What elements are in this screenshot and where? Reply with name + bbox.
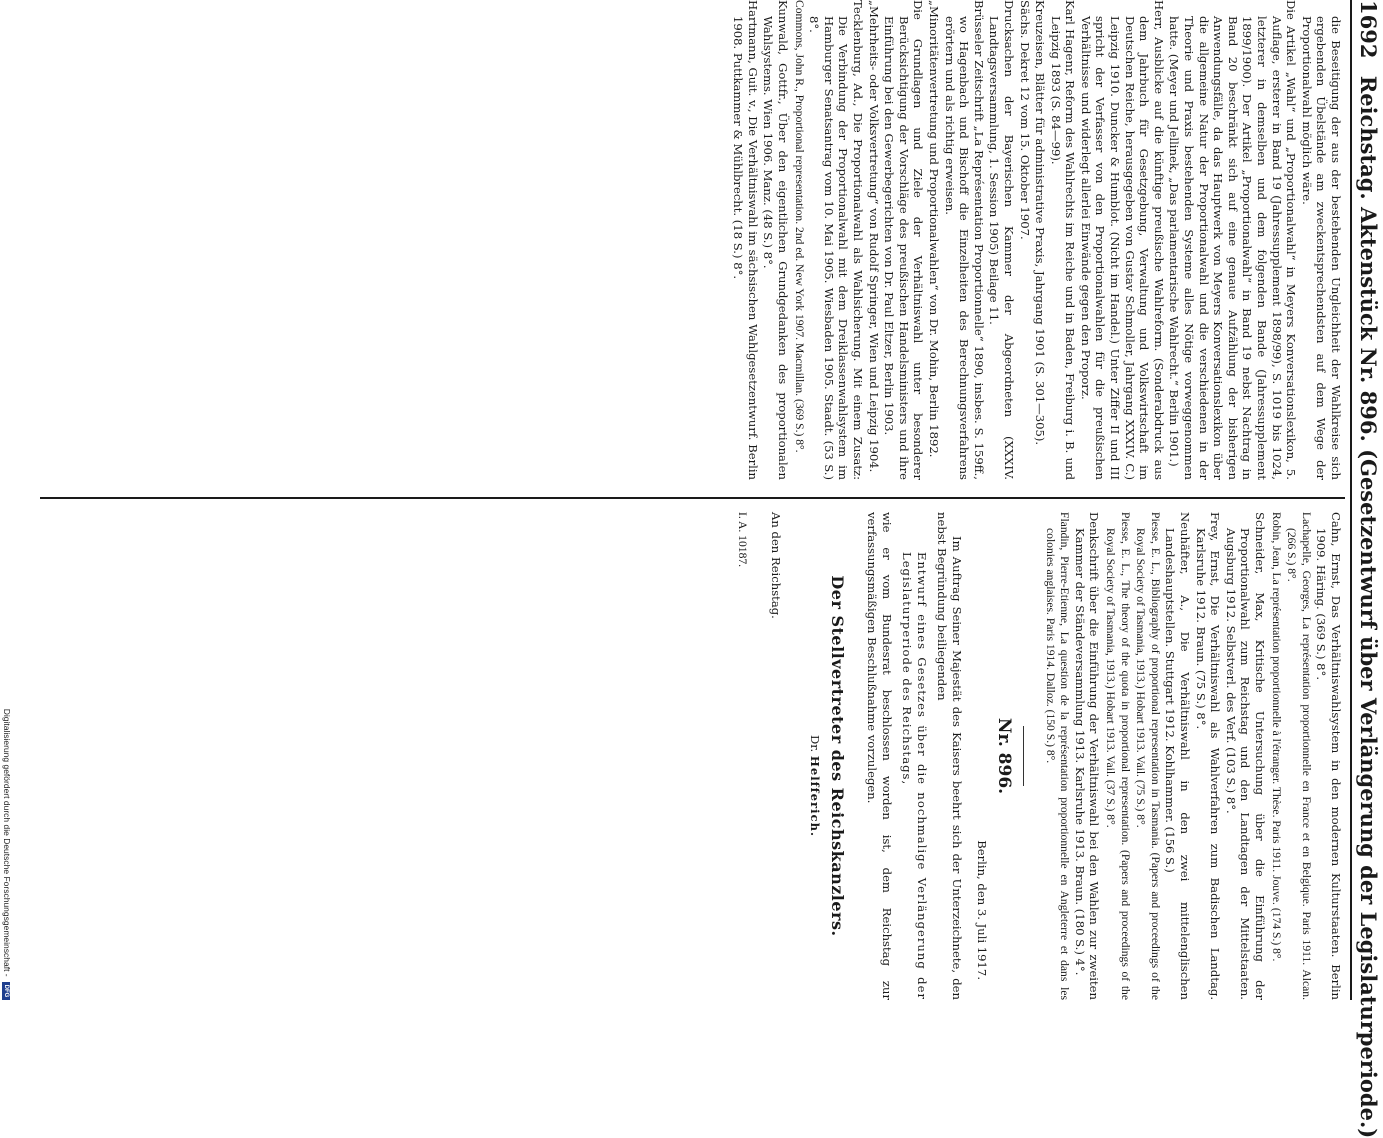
document-number: Nr. 896.: [994, 717, 1015, 795]
bill-title: Entwurf eines Gesetzes über die nochmalige Verlängerung der Legislaturperiode des Reichstags,: [900, 552, 929, 1000]
left-column: [730, 0, 1343, 480]
bibliography-entry: Kreuzeisen, Blätter für administrative Praxis, Jahrgang 1901 (S. 301—305).: [1033, 0, 1048, 446]
bibliography-entry: Robin, Jean, La représentation proportionnelle à l'étranger. Thèse. Paris 1911. Jouve. (174 S.) 8°.: [1269, 512, 1283, 962]
bibliography-entry: Brüsseler Zeitschrift „La Représentation Proportionnelle“ 1890, insbes. S. 159ff., wo Hagenbach und Bischoff die Einzelheiten des Berechnungsverfahrens erörtern und als richtig erweisen.: [942, 0, 986, 480]
bibliography-entry: „Mehrheits- oder Volksvertretung“ von Rudolf Springer, Wien und Leipzig 1904.: [866, 0, 881, 473]
signature-prefix: Dr.: [807, 734, 822, 753]
digitization-footer: [1, 0, 13, 1000]
bibliography-entry: Denkschrift über die Einführung der Verhältniswahl bei den Wahlen zur zweiten Kammer der Ständeversammlung 1913. Karlsruhe 1913. Braun. (180 S.) 4°.: [1072, 512, 1102, 1000]
signature-title: Der Stellvertreter des Reichskanzlers.: [828, 575, 848, 937]
page-header: [1353, 0, 1383, 1138]
bibliography-entry: Tecklenburg, Ad., Die Proportionalwahl als Wahlsicherung. Mit einem Zusatz: Die Verbindung der Proportionalwahl mit dem Dreiklassenwahlsystem im Hamburger Senatsantrag vom 10. Mai 1905. Wiesbaden 1905. Staadt. (53 S.) 8°.: [807, 0, 865, 480]
bibliography-entry: Die Grundlagen und Ziele der Verhältniswahl unter besonderer Berücksichtigung der Vorschläge des preußischen Handelsministers und ihre Einführung bei den Gewerbegerichten von Dr. Paul Eltzer, Berlin 1903.: [882, 0, 926, 480]
section-separator: [1023, 726, 1024, 786]
recipient-line: An den Reichstag.: [769, 512, 784, 619]
page-number: 1692: [1356, 0, 1381, 59]
column-divider: [40, 497, 1345, 499]
cover-paragraph-2: wie er vom Bundesrat beschlossen worden ist, dem Reichstag zur verfassungsmäßigen Beschlußnahme vorzulegen.: [864, 512, 894, 1000]
bibliography-entry: Lachapelle, Georges, La représentation proportionnelle en France et en Belgique. Paris 1911. Alcan. (266 S.) 8°.: [1285, 512, 1313, 1000]
bibliography-entry: Commons, John R., Proportional representation. 2nd ed. New York 1907. Macmillan. (369 S.) 8°.: [792, 0, 806, 453]
bibliography-entry: Neuhäfter, A., Die Verhältniswahl in den zwei mittelenglischen Landeshauptstellen. Stuttgart 1912. Kohlhammer. (156 S.): [1163, 512, 1193, 1000]
cover-paragraph-1: Im Auftrag Seiner Majestät des Kaisers beehrt sich der Unterzeichnete, den nebst Begründung beiliegenden: [935, 512, 964, 1000]
signature: [807, 572, 822, 1000]
right-column: [734, 512, 1343, 1000]
right-bibliography: [1042, 512, 1343, 1000]
bibliography-entry: Kunwald, Gottfr., Über den eigentlichen Grundgedanken des proportionalen Wahlsystems. Wien 1906. Manz. (48 S.) 8°.: [761, 0, 791, 480]
file-code: I. A. 10187.: [735, 512, 749, 568]
footer-credit: Digitalisierung gefördert durch die Deutsche Forschungsgemeinschaft -: [2, 708, 12, 977]
bibliography-entry: Karl Hagenr, Reform des Wahlrechts im Reiche und in Baden, Freiburg i. B. und Leipzig 1893 (S. 84—99).: [1048, 0, 1078, 480]
bibliography-entry: Frey, Ernst, Die Verhältniswahl als Wahlverfahren zum Badischen Landtag. Karlsruhe 1912. Braun. (75 S.) 8°.: [1193, 512, 1223, 1000]
bibliography-entry: Schneider, Max, Kritische Untersuchung über die Einführung der Proportionalwahl zum Reichstag und den Landtagen der Mittelstaaten. Augsburg 1912. Selbstverl. des Verf. (103 S.) 8°.: [1223, 512, 1268, 1000]
bibliography-entry: „Minoritätenvertretung und Proportionalwahlen“ von Dr. Mohin, Berlin 1892.: [926, 0, 941, 458]
bibliography-entry: Hartmann, Guit. v., Die Verhältniswahl im sächsischen Wahlgesetzentwurf. Berlin 1908. Puttkammer & Mühlbrecht. (18 S.) 8°.: [731, 0, 760, 480]
dfg-logo-icon: DFG: [2, 982, 10, 1000]
bibliography-entry: die Beseitigung der aus der bestehenden Ungleichheit der Wahlkreise sich ergebenden Übelstände am zweckentsprechendsten auf dem Wege der Proportionalwahl möglich wäre.: [1299, 16, 1343, 480]
running-title: Reichstag. Aktenstück Nr. 896. (Gesetzentwurf über Verlängerung der Legislaturperiode.): [1356, 75, 1381, 1138]
bibliography-entry: Flandin, Pierre-Etienne, La question de la représentation proportionnelle en Angleterre et dans les colonies anglaises. Paris 1914. Dalloz. (150 S.) 8°.: [1043, 512, 1072, 1000]
bibliography-entry: Die Artikel „Wahl“ und „Proportionalwahl“ in Meyers Konversationslexikon, 5. Auflage, ersterer in Band 19 (Jahressupplement 1898/99), S. 1019 bis 1024, letzterer in demselben und dem folgenden Bande (Jahressupplement 1899/1900). Der Artikel „Proportionalwahl“ in Band 19 nebst Nachtrag in Band 20 beschränkt sich auf eine genaue Aufzählung der bisherigen Anwendungsfälle, da das Hauptwerk von Meyers Konversationslexikon über die allgemeine Natur der Proportionalwahl und die verschiedenen in der Theorie und Praxis bestehenden Systeme alles Nötige vorweggenommen hatte. (Meyer und Jellinek, „Das parlamentarische Wahlrecht.“ Berlin 1901.): [1167, 0, 1299, 480]
bibliography-entry: Sächs. Dekret 12 vom 15. Oktober 1907.: [1017, 0, 1032, 240]
signature-name: Helfferich.: [807, 755, 822, 838]
bibliography-entry: Cahn, Ernst, Das Verhältniswahlsystem in den modernen Kulturstaaten. Berlin 1909. Häring. (369 S.) 8°.: [1314, 512, 1343, 1000]
bibliography-entry: Herr, Ausblicke auf die künftige preußische Wahlreform. (Sonderabdruck aus dem Jahrbuch für Gesetzgebung, Verwaltung und Volkswirtschaft im Deutschen Reiche, herausgegeben von Gustav Schmoller, Jahrgang XXXIV. C.) Leipzig 1910. Duncker & Humblot. (Nicht im Handel.) Unter Ziffer II und III spricht der Verfasser von den Proportionalwahlen für die preußischen Verhältnisse und widerlegt allerlei Einwände gegen den Proporz.: [1078, 0, 1166, 480]
date-line: Berlin, den 3. Juli 1917.: [974, 840, 989, 980]
bibliography-entry: Piesse, E. L., The theory of the quota in proportional representation. (Papers and proceedings of the Royal Society of Tasmania, 1913.) Hobart 1913. Vail. (37 S.) 8°.: [1104, 512, 1132, 1000]
bibliography-entry: Piesse, E. L., Bibliography of proportional representation in Tasmania. (Papers and proceedings of the Royal Society of Tasmania, 1913.) Hobart 1913. Vail. (75 S.) 8°.: [1134, 512, 1162, 1000]
bibliography-entry: Drucksachen der Bayerischen Kammer der Abgeordneten (XXXIV. Landtagsversammlung, 1. Session 1905) Beilage 11.: [987, 0, 1016, 480]
header-rule: [1350, 0, 1352, 1000]
